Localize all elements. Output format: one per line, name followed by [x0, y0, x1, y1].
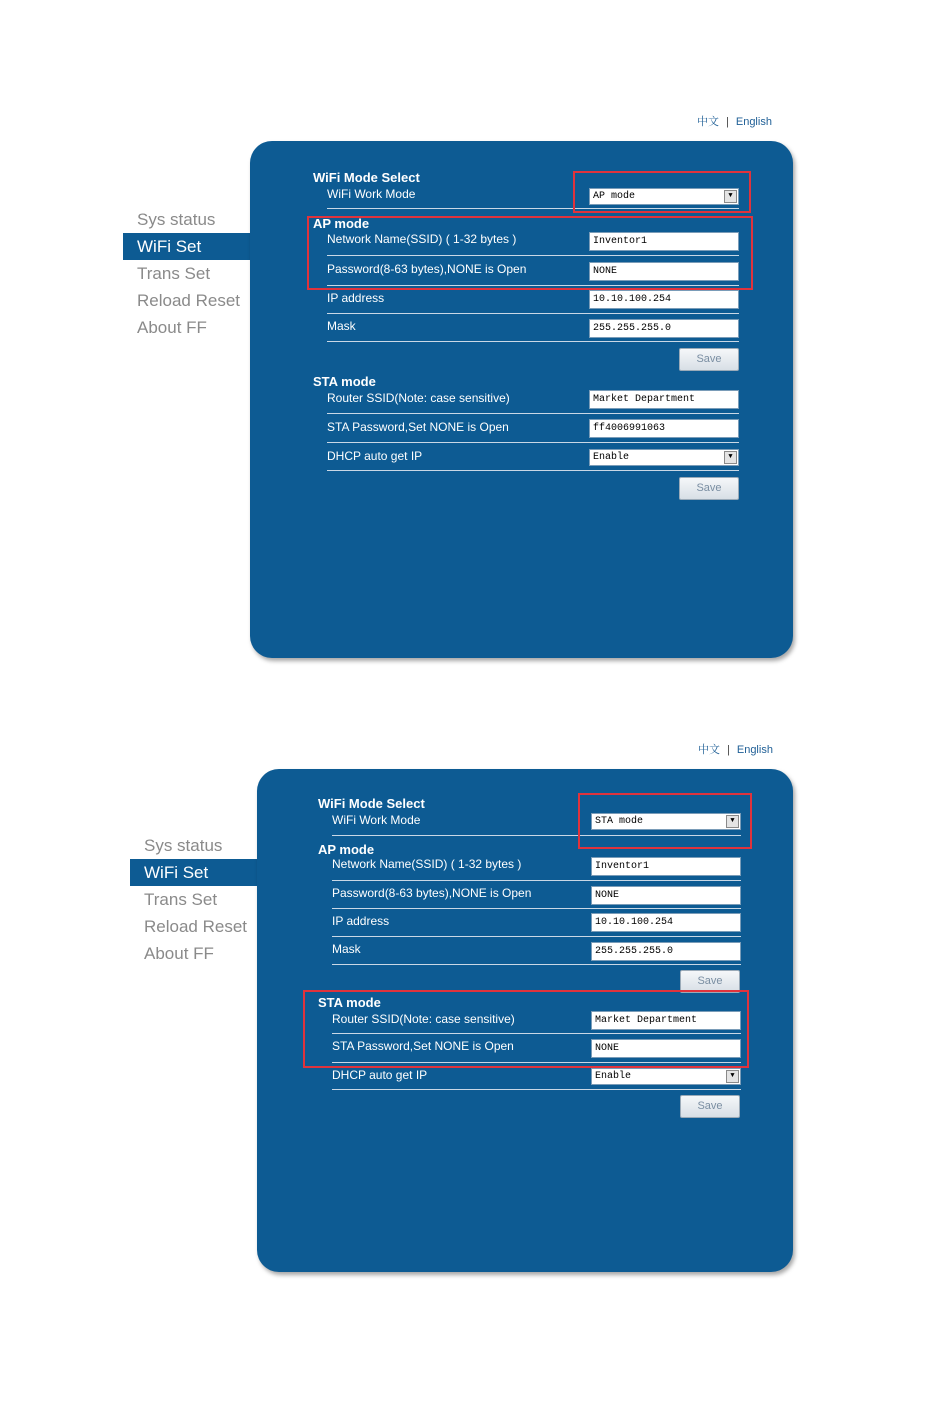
divider — [332, 964, 741, 965]
menu-wifi-set[interactable]: WiFi Set — [130, 859, 257, 886]
divider — [332, 880, 741, 881]
sta-mode-title: STA mode — [313, 374, 376, 389]
menu-reload-reset[interactable]: Reload Reset — [137, 291, 241, 310]
mask-input[interactable]: 255.255.255.0 — [591, 942, 741, 961]
dhcp-label: DHCP auto get IP — [327, 449, 423, 463]
ap-password-input[interactable]: NONE — [591, 886, 741, 905]
ap-ssid-input[interactable]: Inventor1 — [589, 232, 739, 251]
sta-save-button[interactable]: Save — [679, 477, 739, 500]
lang-separator: | — [726, 116, 729, 128]
chevron-down-icon[interactable]: ▼ — [724, 451, 737, 464]
ap-mode-title: AP mode — [313, 216, 370, 231]
menu-about-ff[interactable]: About FF — [144, 944, 214, 963]
language-switch — [698, 741, 773, 757]
wifi-work-mode-value: AP mode — [593, 191, 636, 202]
router-ssid-input[interactable]: Market Department — [591, 1011, 741, 1030]
lang-english-link[interactable]: English — [735, 116, 772, 128]
menu-sys-status[interactable]: Sys status — [144, 836, 223, 855]
divider — [332, 908, 741, 909]
divider — [327, 413, 739, 414]
router-ssid-input[interactable]: Market Department — [589, 390, 739, 409]
router-ssid-label: Router SSID(Note: case sensitive) — [332, 1012, 515, 1026]
menu-sys-status[interactable]: Sys status — [137, 210, 216, 229]
wifi-mode-select-title: WiFi Mode Select — [313, 170, 420, 185]
router-ssid-label: Router SSID(Note: case sensitive) — [327, 391, 510, 405]
ip-address-label: IP address — [327, 291, 385, 305]
ap-save-button[interactable]: Save — [679, 348, 739, 371]
wifi-work-mode-label: WiFi Work Mode — [332, 813, 421, 827]
dhcp-label: DHCP auto get IP — [332, 1068, 428, 1082]
side-menu — [130, 832, 257, 967]
highlight-box — [303, 990, 749, 1068]
mask-label: Mask — [332, 942, 361, 956]
ap-password-label: Password(8-63 bytes),NONE is Open — [327, 262, 527, 276]
chevron-down-icon[interactable]: ▼ — [726, 1070, 739, 1083]
ap-password-label: Password(8-63 bytes),NONE is Open — [332, 886, 532, 900]
sta-password-label: STA Password,Set NONE is Open — [327, 420, 509, 434]
ip-address-label: IP address — [332, 914, 390, 928]
sta-password-label: STA Password,Set NONE is Open — [332, 1039, 514, 1053]
sta-save-button[interactable]: Save — [680, 1095, 740, 1118]
menu-wifi-set[interactable]: WiFi Set — [123, 233, 250, 260]
lang-chinese-link[interactable]: 中文 — [698, 744, 720, 756]
language-switch — [697, 113, 772, 129]
highlight-box — [307, 216, 753, 290]
highlight-box — [578, 793, 752, 849]
ap-save-button[interactable]: Save — [680, 970, 740, 993]
chevron-down-icon[interactable]: ▼ — [726, 815, 739, 828]
lang-chinese-link[interactable]: 中文 — [697, 116, 719, 128]
ap-ssid-label: Network Name(SSID) ( 1-32 bytes ) — [327, 232, 517, 246]
menu-trans-set[interactable]: Trans Set — [144, 890, 218, 909]
lang-english-link[interactable]: English — [736, 744, 773, 756]
dhcp-select[interactable] — [589, 449, 739, 466]
ip-address-input[interactable]: 10.10.100.254 — [591, 913, 741, 932]
divider — [332, 936, 741, 937]
ip-address-input[interactable]: 10.10.100.254 — [589, 290, 739, 309]
chevron-down-icon[interactable]: ▼ — [724, 190, 737, 203]
wifi-mode-select-title: WiFi Mode Select — [318, 796, 425, 811]
lang-separator: | — [727, 744, 730, 756]
side-menu — [123, 206, 250, 341]
menu-about-ff[interactable]: About FF — [137, 318, 207, 337]
divider — [332, 1089, 741, 1090]
menu-trans-set[interactable]: Trans Set — [137, 264, 211, 283]
divider — [327, 470, 739, 471]
ap-password-input[interactable]: NONE — [589, 262, 739, 281]
highlight-box — [573, 171, 751, 213]
dhcp-value: Enable — [593, 452, 630, 463]
ap-ssid-label: Network Name(SSID) ( 1-32 bytes ) — [332, 857, 522, 871]
ap-ssid-input[interactable]: Inventor1 — [591, 857, 741, 876]
mask-label: Mask — [327, 319, 356, 333]
mask-input[interactable]: 255.255.255.0 — [589, 319, 739, 338]
dhcp-select[interactable] — [591, 1068, 741, 1085]
wifi-work-mode-label: WiFi Work Mode — [327, 187, 416, 201]
divider — [327, 341, 739, 342]
divider — [327, 442, 739, 443]
dhcp-value: Enable — [595, 1071, 632, 1082]
wifi-work-mode-value: STA mode — [595, 816, 644, 827]
sta-password-input[interactable]: ff4006991063 — [589, 419, 739, 438]
menu-reload-reset[interactable]: Reload Reset — [144, 917, 248, 936]
ap-mode-title: AP mode — [318, 842, 375, 857]
divider — [327, 313, 739, 314]
sta-password-input[interactable]: NONE — [591, 1039, 741, 1058]
sta-mode-title: STA mode — [318, 995, 381, 1010]
